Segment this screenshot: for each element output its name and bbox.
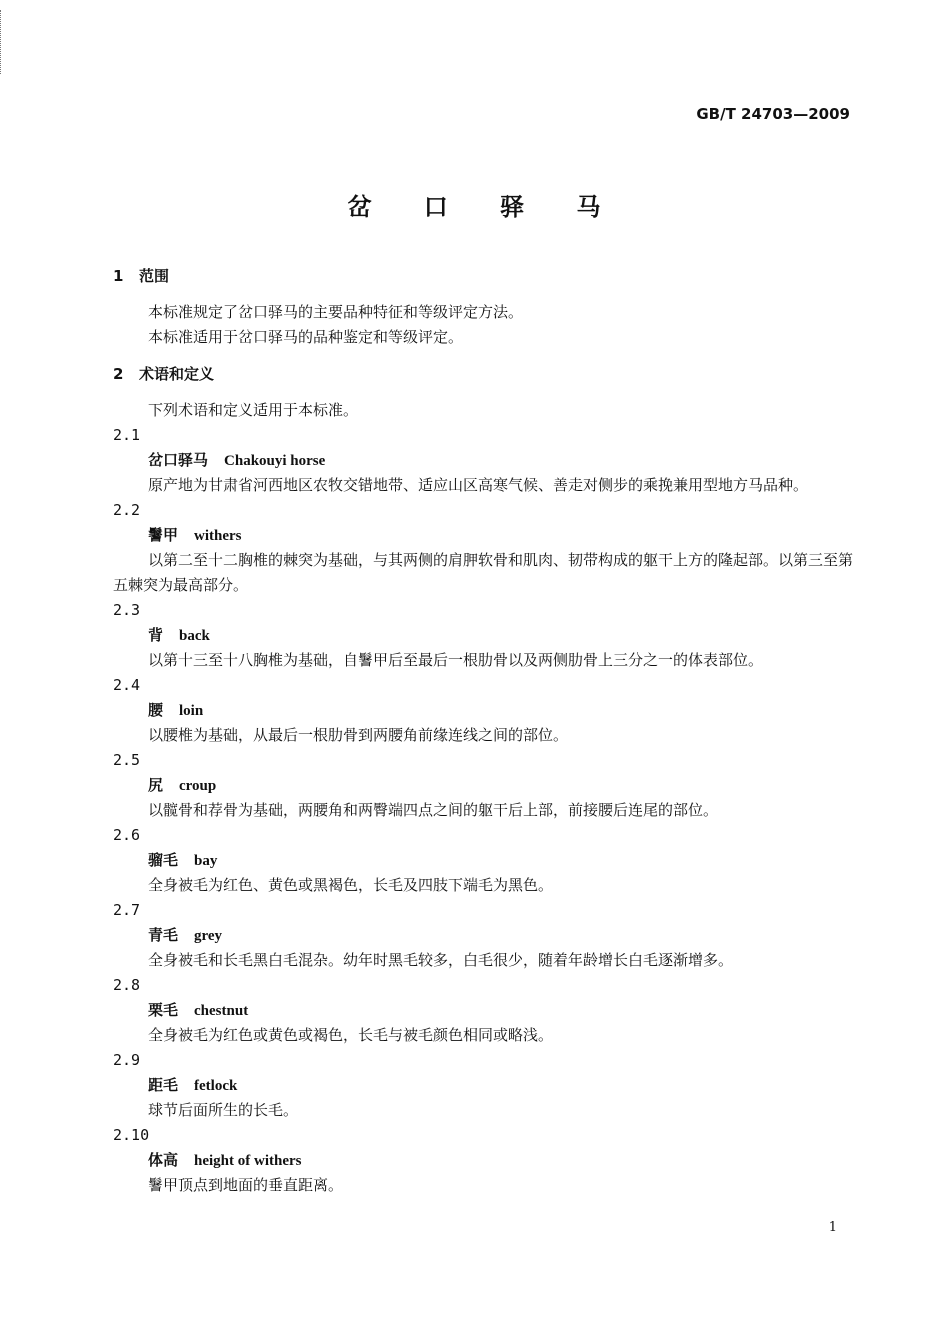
term-zh: 尻: [148, 776, 164, 794]
term-en: back: [179, 628, 210, 644]
terms-intro: 下列术语和定义适用于本标准。: [148, 401, 359, 419]
term-zh: 栗毛: [148, 1001, 179, 1019]
clause-number: 2.2: [113, 501, 141, 519]
term-en: withers: [194, 528, 242, 544]
clause-number: 2.10: [113, 1126, 150, 1144]
term-en: fetlock: [194, 1078, 238, 1094]
term-definition: 原产地为甘肃省河西地区农牧交错地带、适应山区高寒气候、善走对侧步的乘挽兼用型地方马品种。: [148, 476, 809, 494]
document-body: [113, 264, 853, 1198]
term-definition: 全身被毛为红色、黄色或黑褐色，长毛及四肢下端毛为黑色。: [148, 876, 554, 894]
term-zh: 背: [148, 626, 164, 644]
section-heading-terms: [113, 362, 853, 386]
term-heading: [113, 623, 853, 648]
clause-number: 2.5: [113, 751, 141, 769]
section-number: 2: [113, 365, 124, 383]
term-definition: 以髋骨和荐骨为基础，两腰角和两臀端四点之间的躯干后上部，前接腰后连尾的部位。: [148, 801, 719, 819]
term-definition: 鬐甲顶点到地面的垂直距离。: [148, 1176, 344, 1194]
page-number: 1: [828, 1220, 837, 1235]
term-definition: 球节后面所生的长毛。: [148, 1101, 299, 1119]
section-number: 1: [113, 267, 124, 285]
standard-number: GB/T 24703—2009: [696, 105, 850, 123]
term-heading: [113, 848, 853, 873]
clause-number: 2.3: [113, 601, 141, 619]
term-en: bay: [194, 853, 218, 869]
clause-number: 2.7: [113, 901, 141, 919]
term-heading: [113, 998, 853, 1023]
term-en: Chakouyi horse: [224, 453, 326, 469]
term-heading: [113, 773, 853, 798]
term-zh: 鬐甲: [148, 526, 179, 544]
clause-number: 2.1: [113, 426, 141, 444]
section-title: 范围: [139, 267, 170, 285]
term-zh: 腰: [148, 701, 164, 719]
term-en: grey: [194, 928, 223, 944]
clause-number: 2.9: [113, 1051, 141, 1069]
term-heading: [113, 1148, 853, 1173]
document-title: 岔 口 驿 马: [347, 193, 623, 221]
term-heading: [113, 698, 853, 723]
term-heading: [113, 923, 853, 948]
term-definition: 以腰椎为基础，从最后一根肋骨到两腰角前缘连线之间的部位。: [148, 726, 569, 744]
term-en: chestnut: [194, 1003, 249, 1019]
clause-number: 2.8: [113, 976, 141, 994]
clause-number: 2.6: [113, 826, 141, 844]
term-definition: 全身被毛为红色或黄色或褐色，长毛与被毛颜色相同或略浅。: [148, 1026, 554, 1044]
term-heading: [113, 1073, 853, 1098]
term-en: loin: [179, 703, 204, 719]
term-heading: [113, 448, 853, 473]
term-en: height of withers: [194, 1153, 302, 1169]
term-definition: 以第二至十二胸椎的棘突为基础，与其两侧的肩胛软骨和肌肉、韧带构成的躯干上方的隆起部。以第三至第五棘突为最高部分。: [113, 551, 854, 594]
term-zh: 距毛: [148, 1076, 179, 1094]
term-zh: 青毛: [148, 926, 179, 944]
section-title: 术语和定义: [139, 365, 215, 383]
clause-number: 2.4: [113, 676, 141, 694]
scan-edge-mark: [0, 10, 4, 74]
term-en: croup: [179, 778, 217, 794]
scope-paragraph-1: 本标准规定了岔口驿马的主要品种特征和等级评定方法。: [148, 303, 524, 321]
scope-paragraph-2: 本标准适用于岔口驿马的品种鉴定和等级评定。: [148, 328, 464, 346]
term-heading: [113, 523, 853, 548]
term-definition: 以第十三至十八胸椎为基础，自鬐甲后至最后一根肋骨以及两侧肋骨上三分之一的体表部位。: [148, 651, 764, 669]
term-definition: 全身被毛和长毛黑白毛混杂。幼年时黑毛较多，白毛很少，随着年龄增长白毛逐渐增多。: [148, 951, 734, 969]
term-zh: 骝毛: [148, 851, 179, 869]
section-heading-scope: [113, 264, 853, 288]
term-zh: 岔口驿马: [148, 451, 209, 469]
term-zh: 体高: [148, 1151, 179, 1169]
